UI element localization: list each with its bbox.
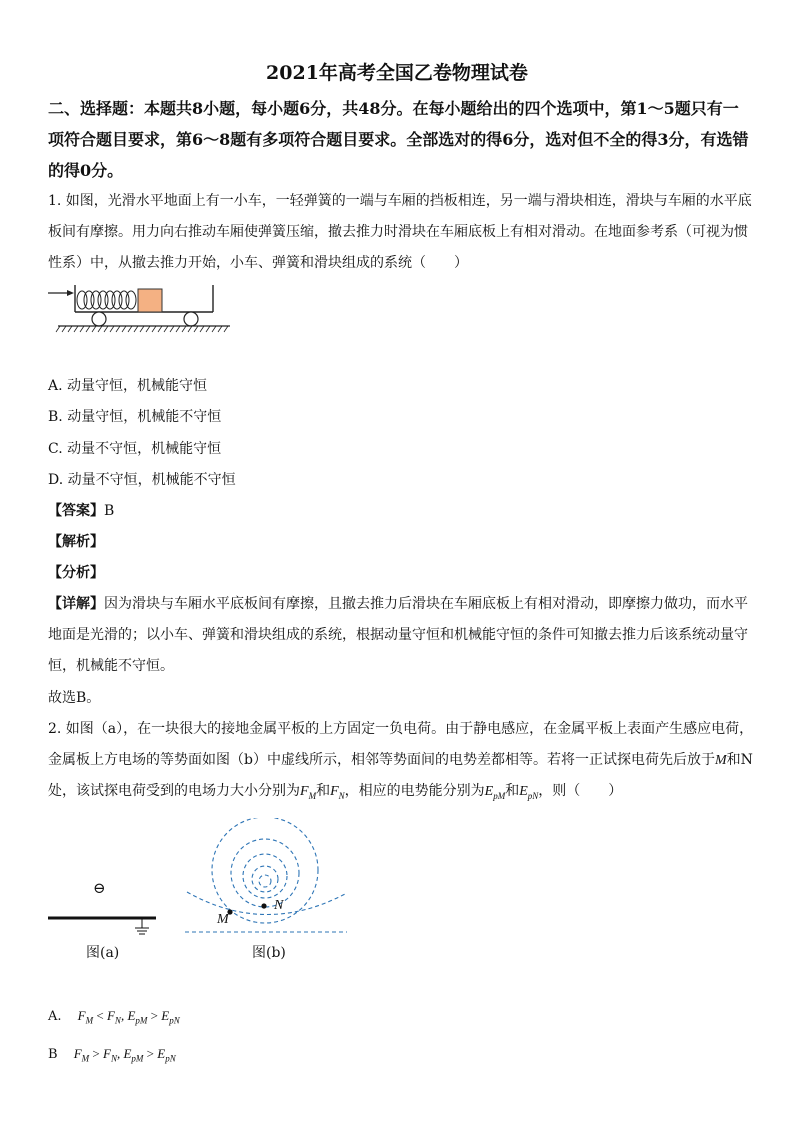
label-n: N <box>274 898 284 913</box>
q2-option-b-letter: B <box>48 1047 58 1062</box>
section-instructions: 二、选择题：本题共8小题，每小题6分，共48分。在每小题给出的四个选项中，第1～5题只有一项符合题目要求，第6～8题有多项符合题目要求。全部选对的得6分，选对但不全的得3分，有选错的得0分。 <box>48 99 749 180</box>
q1-option-c: C. 动量不守恒，机械能守恒 <box>48 441 222 457</box>
q1-detail <box>48 589 754 682</box>
force-n: $F_N$ <box>330 784 345 801</box>
q2-stem-part3: ，相应的电势能分别为 <box>344 783 485 799</box>
q2-stem-and-3: 和 <box>505 783 520 799</box>
analysis-label: 【解析】 <box>48 534 104 550</box>
detail-label: 【详解】 <box>48 596 104 612</box>
negative-charge-icon: ⊖ <box>93 879 106 897</box>
q1-answer <box>48 501 114 521</box>
page-title: 2021年高考全国乙卷物理试卷 <box>266 62 528 84</box>
force-m: $F_M$ <box>300 784 317 801</box>
q2-stem-and-2: 和 <box>316 783 331 799</box>
label-m-inline: M <box>714 753 727 768</box>
fig-a-caption: 图(a) <box>86 945 120 961</box>
q1-stem: 1. 如图，光滑水平地面上有一小车，一轻弹簧的一端与车厢的挡板相连，另一端与滑块相连，滑块与车厢的水平底板间有摩擦。用力向右推动车厢使弹簧压缩，撤去推力时滑块在车厢底板上有相对滑动。在地面参考系（可视为惯性系）中，从撤去推力开始，小车、弹簧和滑块组成的系统（ ） <box>48 193 752 271</box>
q1-conclusion: 故选B。 <box>48 690 101 706</box>
q1-option-d: D. 动量不守恒，机械能不守恒 <box>48 472 236 488</box>
label-m: M <box>217 912 229 927</box>
q2-stem <box>48 714 754 812</box>
q2-figure-a <box>48 876 168 941</box>
answer-value: B <box>104 503 115 519</box>
q2-option-b <box>48 1044 176 1069</box>
answer-label: 【答案】 <box>48 503 104 519</box>
q1-option-b: B. 动量守恒，机械能不守恒 <box>48 409 222 425</box>
q1-cart-figure <box>48 280 238 340</box>
q2-option-a <box>48 1006 180 1031</box>
q2-stem-part4: ，则（ ） <box>538 783 623 799</box>
energy-pn: $E_{pN}$ <box>519 784 539 801</box>
q2-stem-and: 和 <box>726 752 741 768</box>
fenxi-label: 【分析】 <box>48 565 104 581</box>
q2-option-a-letter: A. <box>48 1009 62 1024</box>
fig-b-caption: 图(b) <box>252 945 286 961</box>
detail-text: 因为滑块与车厢水平底板间有摩擦，且撤去推力后滑块在车厢底板上有相对滑动，即摩擦力做功，而水平地面是光滑的；以小车、弹簧和滑块组成的系统，根据动量守恒和机械能守恒的条件可知撤去推力后该系统动量守恒，机械能不守恒。 <box>48 596 748 674</box>
q1-option-a: A. 动量守恒，机械能守恒 <box>48 378 208 394</box>
q2-stem-part1: 2. 如图（a），在一块很大的接地金属平板的上方固定一负电荷。由于静电感应，在金属平板上表面产生感应电荷，金属板上方电场的等势面如图（b）中虚线所示，相邻等势面间的电势差都相等。若将一正试探电荷先后放于 <box>48 721 754 768</box>
q2-figure-b <box>185 818 350 938</box>
q2-option-b-expr: $F_M > F_N$, $E_{pM} > E_{pN}$ <box>73 1046 176 1064</box>
energy-pm: $E_{pM}$ <box>484 784 506 801</box>
q2-stem-part2: N处，该试探电荷受到的电场力大小分别为 <box>48 752 753 799</box>
q2-option-a-expr: $F_M < F_N$, $E_{pM} > E_{pN}$ <box>77 1008 180 1026</box>
